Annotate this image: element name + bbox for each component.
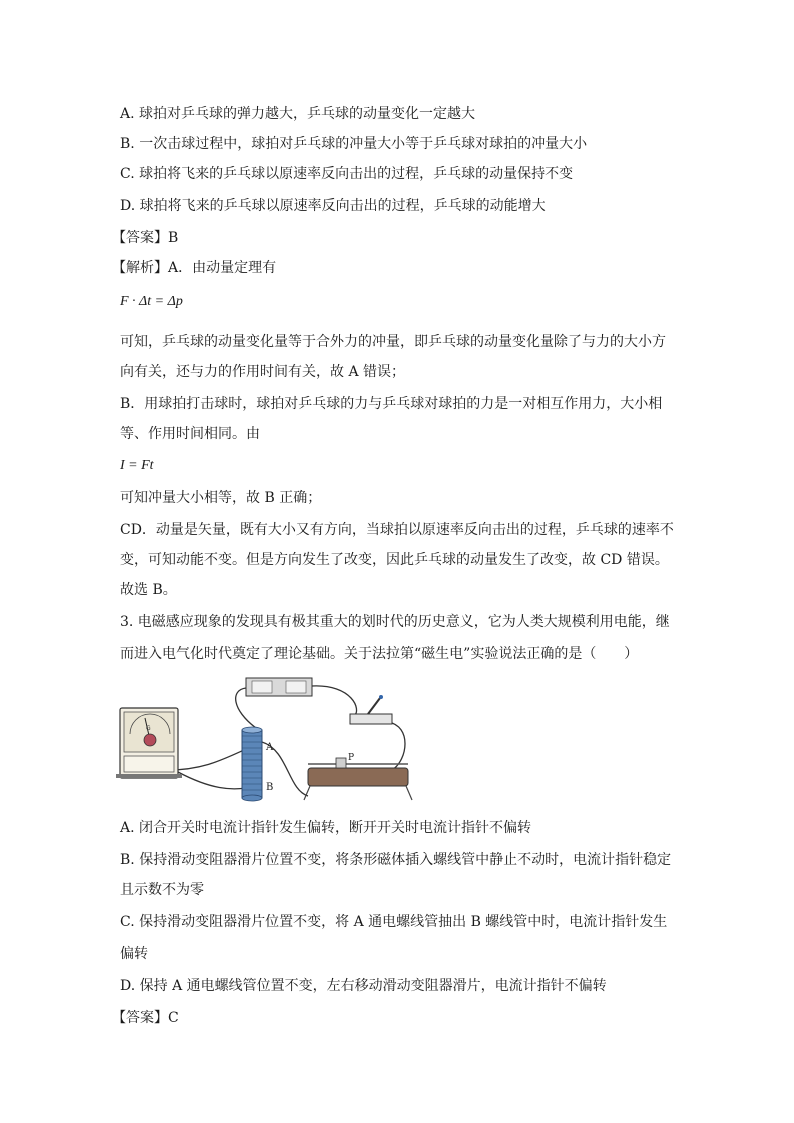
q3-option-a: A. 闭合开关时电流计指针发生偏转，断开开关时电流计指针不偏转 [120,820,532,836]
q2-formula-impulse: I = Ft [120,458,154,473]
battery [246,678,312,696]
q2-analysis-line: 变，可知动能不变。但是方向发生了改变，因此乒乓球的动量发生了改变，故 CD 错误。 [120,552,669,568]
q3-option-d: D. 保持 A 通电螺线管位置不变，左右移动滑动变阻器滑片，电流计指针不偏转 [120,978,607,994]
rheostat [304,753,412,800]
q2-option-b: B. 一次击球过程中，球拍对乒乓球的冲量大小等于乒乓球对球拍的冲量大小 [120,136,588,152]
q2-analysis-line: 向有关，还与力的作用时间有关，故 A 错误； [120,364,406,380]
q3-option-b-cont: 且示数不为零 [120,882,204,898]
q3-option-c-cont: 偏转 [120,946,148,962]
q3-stem-line: 3. 电磁感应现象的发现具有极其重大的划时代的历史意义，它为人类大规模利用电能，继 [120,614,670,630]
q2-option-a: A. 球拍对乒乓球的弹力越大，乒乓球的动量变化一定越大 [120,106,476,122]
q2-analysis-line: 等、作用时间相同。由 [120,426,260,442]
galvanometer [116,708,182,778]
q2-analysis-line: 可知冲量大小相等，故 B 正确； [120,490,322,506]
q3-option-c: C. 保持滑动变阻器滑片位置不变，将 A 通电螺线管抽出 B 螺线管中时，电流计指针发生 [120,914,668,930]
coil-a-label: A [266,742,274,753]
q2-analysis-intro: 【解析】A．由动量定理有 [112,260,277,276]
q2-analysis-conclusion: 故选 B。 [120,582,177,598]
coil-b-label: B [266,782,274,793]
q2-option-c: C. 球拍将飞来的乒乓球以原速率反向击出的过程，乒乓球的动量保持不变 [120,166,574,182]
q2-answer: 【答案】B [112,230,179,246]
solenoid-coils [242,727,274,801]
q2-option-d: D. 球拍将飞来的乒乓球以原速率反向击出的过程，乒乓球的动能增大 [120,198,546,214]
q3-stem-line: 而进入电气化时代奠定了理论基础。关于法拉第“磁生电”实验说法正确的是（ ） [120,646,639,662]
q3-option-b: B. 保持滑动变阻器滑片位置不变，将条形磁体插入螺线管中静止不动时，电流计指针稳定 [120,852,672,868]
galvanometer-label: G [146,725,151,732]
q2-analysis-line: CD．动量是矢量，既有大小又有方向，当球拍以原速率反向击出的过程，乒乓球的速率不 [120,522,674,538]
q2-formula-momentum: F · Δt = Δp [120,294,183,309]
q3-answer: 【答案】C [112,1010,179,1026]
faraday-experiment-figure [112,670,418,810]
q2-analysis-line: B．用球拍打击球时，球拍对乒乓球的力与乒乓球对球拍的力是一对相互作用力，大小相 [120,396,663,412]
q2-analysis-line: 可知，乒乓球的动量变化量等于合外力的冲量，即乒乓球的动量变化量除了与力的大小方 [120,334,666,350]
slider-label: P [348,753,355,763]
